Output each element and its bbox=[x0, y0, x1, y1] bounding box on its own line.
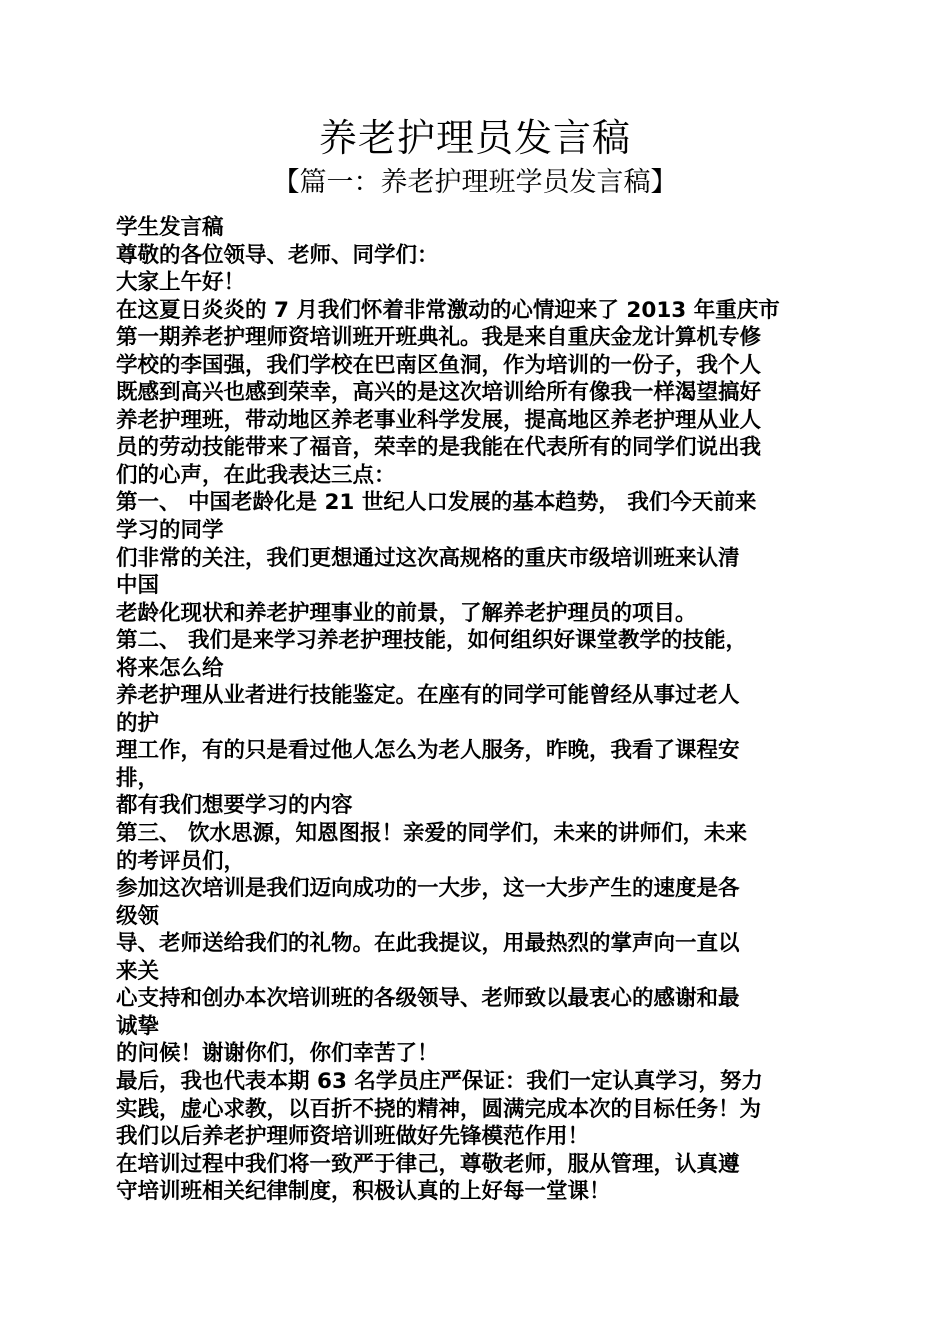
body-line: 们非常的关注，我们更想通过这次高规格的重庆市级培训班来认清 bbox=[116, 545, 740, 571]
body-line: 第一、 中国老龄化是 21 世纪人口发展的基本趋势， 我们今天前来 bbox=[116, 490, 757, 516]
body-line: 中国 bbox=[116, 573, 160, 599]
body-line: 级领 bbox=[116, 903, 160, 929]
body-line: 养老护理从业者进行技能鉴定。在座有的同学可能曾经从事过老人 bbox=[116, 683, 740, 709]
body-line: 学校的李国强，我们学校在巴南区鱼洞，作为培训的一份子，我个人 bbox=[116, 352, 762, 378]
document-title: 养老护理员发言稿 bbox=[318, 116, 631, 160]
body-line: 都有我们想要学习的内容 bbox=[116, 793, 353, 819]
body-line: 来关 bbox=[116, 958, 160, 984]
body-line: 第三、 饮水思源，知恩图报！亲爱的同学们，未来的讲师们，未来 bbox=[116, 821, 747, 847]
body-line: 诚挚 bbox=[116, 1013, 160, 1039]
body-line: 的考评员们， bbox=[116, 848, 246, 874]
body-line: 排， bbox=[116, 765, 160, 791]
body-line: 导、老师送给我们的礼物。在此我提议，用最热烈的掌声向一直以 bbox=[116, 931, 740, 957]
body-line: 在培训过程中我们将一致严于律己，尊敬老师，服从管理，认真遵 bbox=[116, 1151, 740, 1177]
body-line: 学习的同学 bbox=[116, 518, 224, 544]
speech-body bbox=[116, 214, 838, 1206]
body-line: 的护 bbox=[116, 710, 160, 736]
body-line: 的问候！谢谢你们，你们幸苦了！ bbox=[116, 1041, 439, 1067]
body-line: 第一期养老护理师资培训班开班典礼。我是来自重庆金龙计算机专修 bbox=[116, 325, 762, 351]
body-line: 参加这次培训是我们迈向成功的一大步，这一大步产生的速度是各 bbox=[116, 876, 740, 902]
body-line: 在这夏日炎炎的 7 月我们怀着非常激动的心情迎来了 2013 年重庆市 bbox=[116, 297, 780, 323]
body-line: 守培训班相关纪律制度，积极认真的上好每一堂课！ bbox=[116, 1179, 611, 1205]
body-line: 既感到高兴也感到荣幸，高兴的是这次培训给所有像我一样渴望搞好 bbox=[116, 380, 762, 406]
body-line: 老龄化现状和养老护理事业的前景，了解养老护理员的项目。 bbox=[116, 600, 697, 626]
document-subtitle: 【篇一：养老护理班学员发言稿】 bbox=[272, 167, 678, 198]
body-line: 理工作，有的只是看过他人怎么为老人服务，昨晚，我看了课程安 bbox=[116, 738, 740, 764]
body-line: 大家上午好！ bbox=[116, 270, 246, 296]
body-line: 我们以后养老护理师资培训班做好先锋模范作用！ bbox=[116, 1124, 590, 1150]
body-line: 最后，我也代表本期 63 名学员庄严保证：我们一定认真学习，努力 bbox=[116, 1068, 763, 1094]
body-line: 将来怎么给 bbox=[116, 655, 224, 681]
body-line: 养老护理班，带动地区养老事业科学发展，提高地区养老护理从业人 bbox=[116, 407, 762, 433]
body-line: 实践，虚心求教，以百折不挠的精神，圆满完成本次的目标任务！为 bbox=[116, 1096, 762, 1122]
body-line: 们的心声，在此我表达三点： bbox=[116, 462, 396, 488]
body-line: 尊敬的各位领导、老师、同学们： bbox=[116, 242, 439, 268]
body-line: 心支持和创办本次培训班的各级领导、老师致以最衷心的感谢和最 bbox=[116, 986, 740, 1012]
body-line: 第二、 我们是来学习养老护理技能，如何组织好课堂教学的技能， bbox=[116, 628, 747, 654]
body-line: 员的劳动技能带来了福音，荣幸的是我能在代表所有的同学们说出我 bbox=[116, 435, 762, 461]
body-line: 学生发言稿 bbox=[116, 215, 224, 240]
